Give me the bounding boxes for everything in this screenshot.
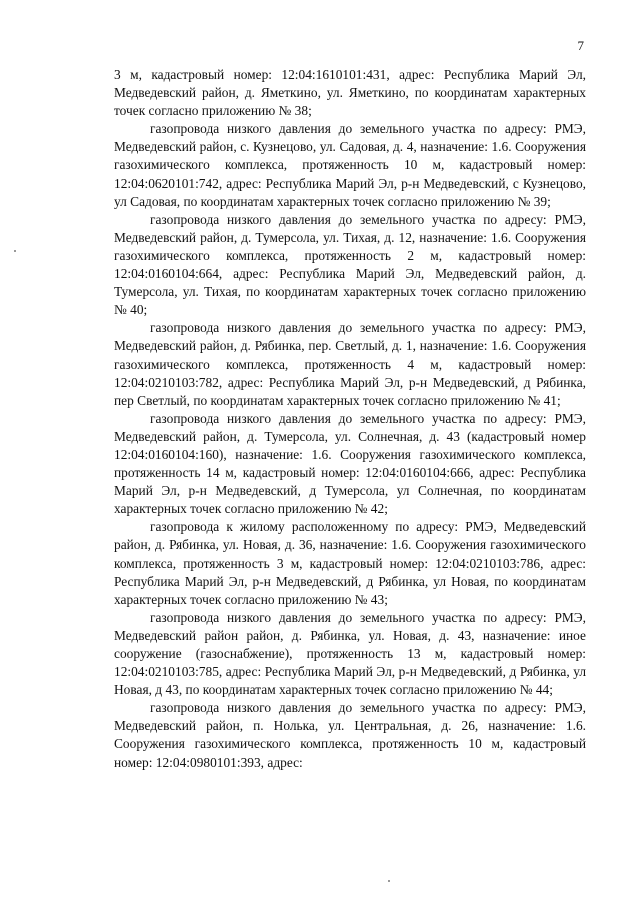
paragraph-item: газопровода низкого давления до земельного участка по адресу: РМЭ, Медведевский район, с. Кузнецово, ул. Садовая, д. 4, назначение: 1.6. Сооружения газохимического комплекса, протяженность 10 м, кадастровый номер: 12:04:0620101:742, адрес: Республика Марий Эл, р-н Медведевский, с Кузнецово, ул Садовая, по координатам характерных точек согласно приложению № 39; [114, 121, 586, 209]
paragraph-item: газопровода низкого давления до земельного участка по адресу: РМЭ, Медведевский район, д. Тумерсола, ул. Солнечная, д. 43 (кадастровый номер 12:04:0160104:160), назначение: 1.6. Сооружения газохимического комплекса, протяженность 14 м, кадастровый номер: 12:04:0160104:666, адрес: Республика Марий Эл, р-н Медведевский, д Тумерсола, ул Солнечная, по координатам характерных точек согласно приложению № 42; [114, 410, 586, 517]
paragraph-continuation: 3 м, кадастровый номер: 12:04:1610101:431, адрес: Республика Марий Эл, Медведевский район, д. Яметкино, ул. Яметкино, по координатам характерных точек согласно приложению № 38; [114, 67, 586, 119]
scan-artifact-dot [388, 880, 390, 882]
page-number: 7 [577, 38, 584, 53]
document-body [114, 66, 586, 772]
paragraph-item: газопровода низкого давления до земельного участка по адресу: РМЭ, Медведевский район район, д. Рябинка, ул. Новая, д. 43, назначение: иное сооружение (газоснабжение), протяженность 13 м, кадастровый номер: 12:04:0210103:785, адрес: Республика Марий Эл, р-н Медведевский, д Рябинка, ул Новая, д 43, по координатам характерных точек согласно приложению № 44; [114, 609, 586, 698]
paragraph-item: газопровода низкого давления до земельного участка по адресу: РМЭ, Медведевский район, д. Рябинка, пер. Светлый, д. 1, назначение: 1.6. Сооружения газохимического комплекса, протяженность 4 м, кадастровый номер: 12:04:0210103:782, адрес: Республика Марий Эл, р-н Медведевский, д Рябинка, пер Светлый, по координатам характерных точек согласно приложению № 41; [114, 320, 586, 408]
paragraph-item: газопровода низкого давления до земельного участка по адресу: РМЭ, Медведевский район, д. Тумерсола, ул. Тихая, д. 12, назначение: 1.6. Сооружения газохимического комплекса, протяженность 2 м, кадастровый номер: 12:04:0160104:664, адрес: Республика Марий Эл, Медведевский район, д. Тумерсола, ул. Тихая, по координатам характерных точек согласно приложению № 40; [114, 211, 586, 318]
scan-artifact-dot [14, 250, 16, 252]
paragraph-item: газопровода низкого давления до земельного участка по адресу: РМЭ, Медведевский район, п. Нолька, ул. Центральная, д. 26, назначение: 1.6. Сооружения газохимического комплекса, протяженность 10 м, кадастровый номер: 12:04:0980101:393, адрес: [114, 700, 586, 770]
paragraph-item: газопровода к жилому расположенному по адресу: РМЭ, Медведевский район, д. Рябинка, ул. Новая, д. 36, назначение: 1.6. Сооружения газохимического комплекса, протяженность 3 м, кадастровый номер: 12:04:0210103:786, адрес: Республика Марий Эл, р-н Медведевский, д Рябинка, ул Новая, по координатам характерных точек согласно приложению № 43; [114, 519, 586, 607]
